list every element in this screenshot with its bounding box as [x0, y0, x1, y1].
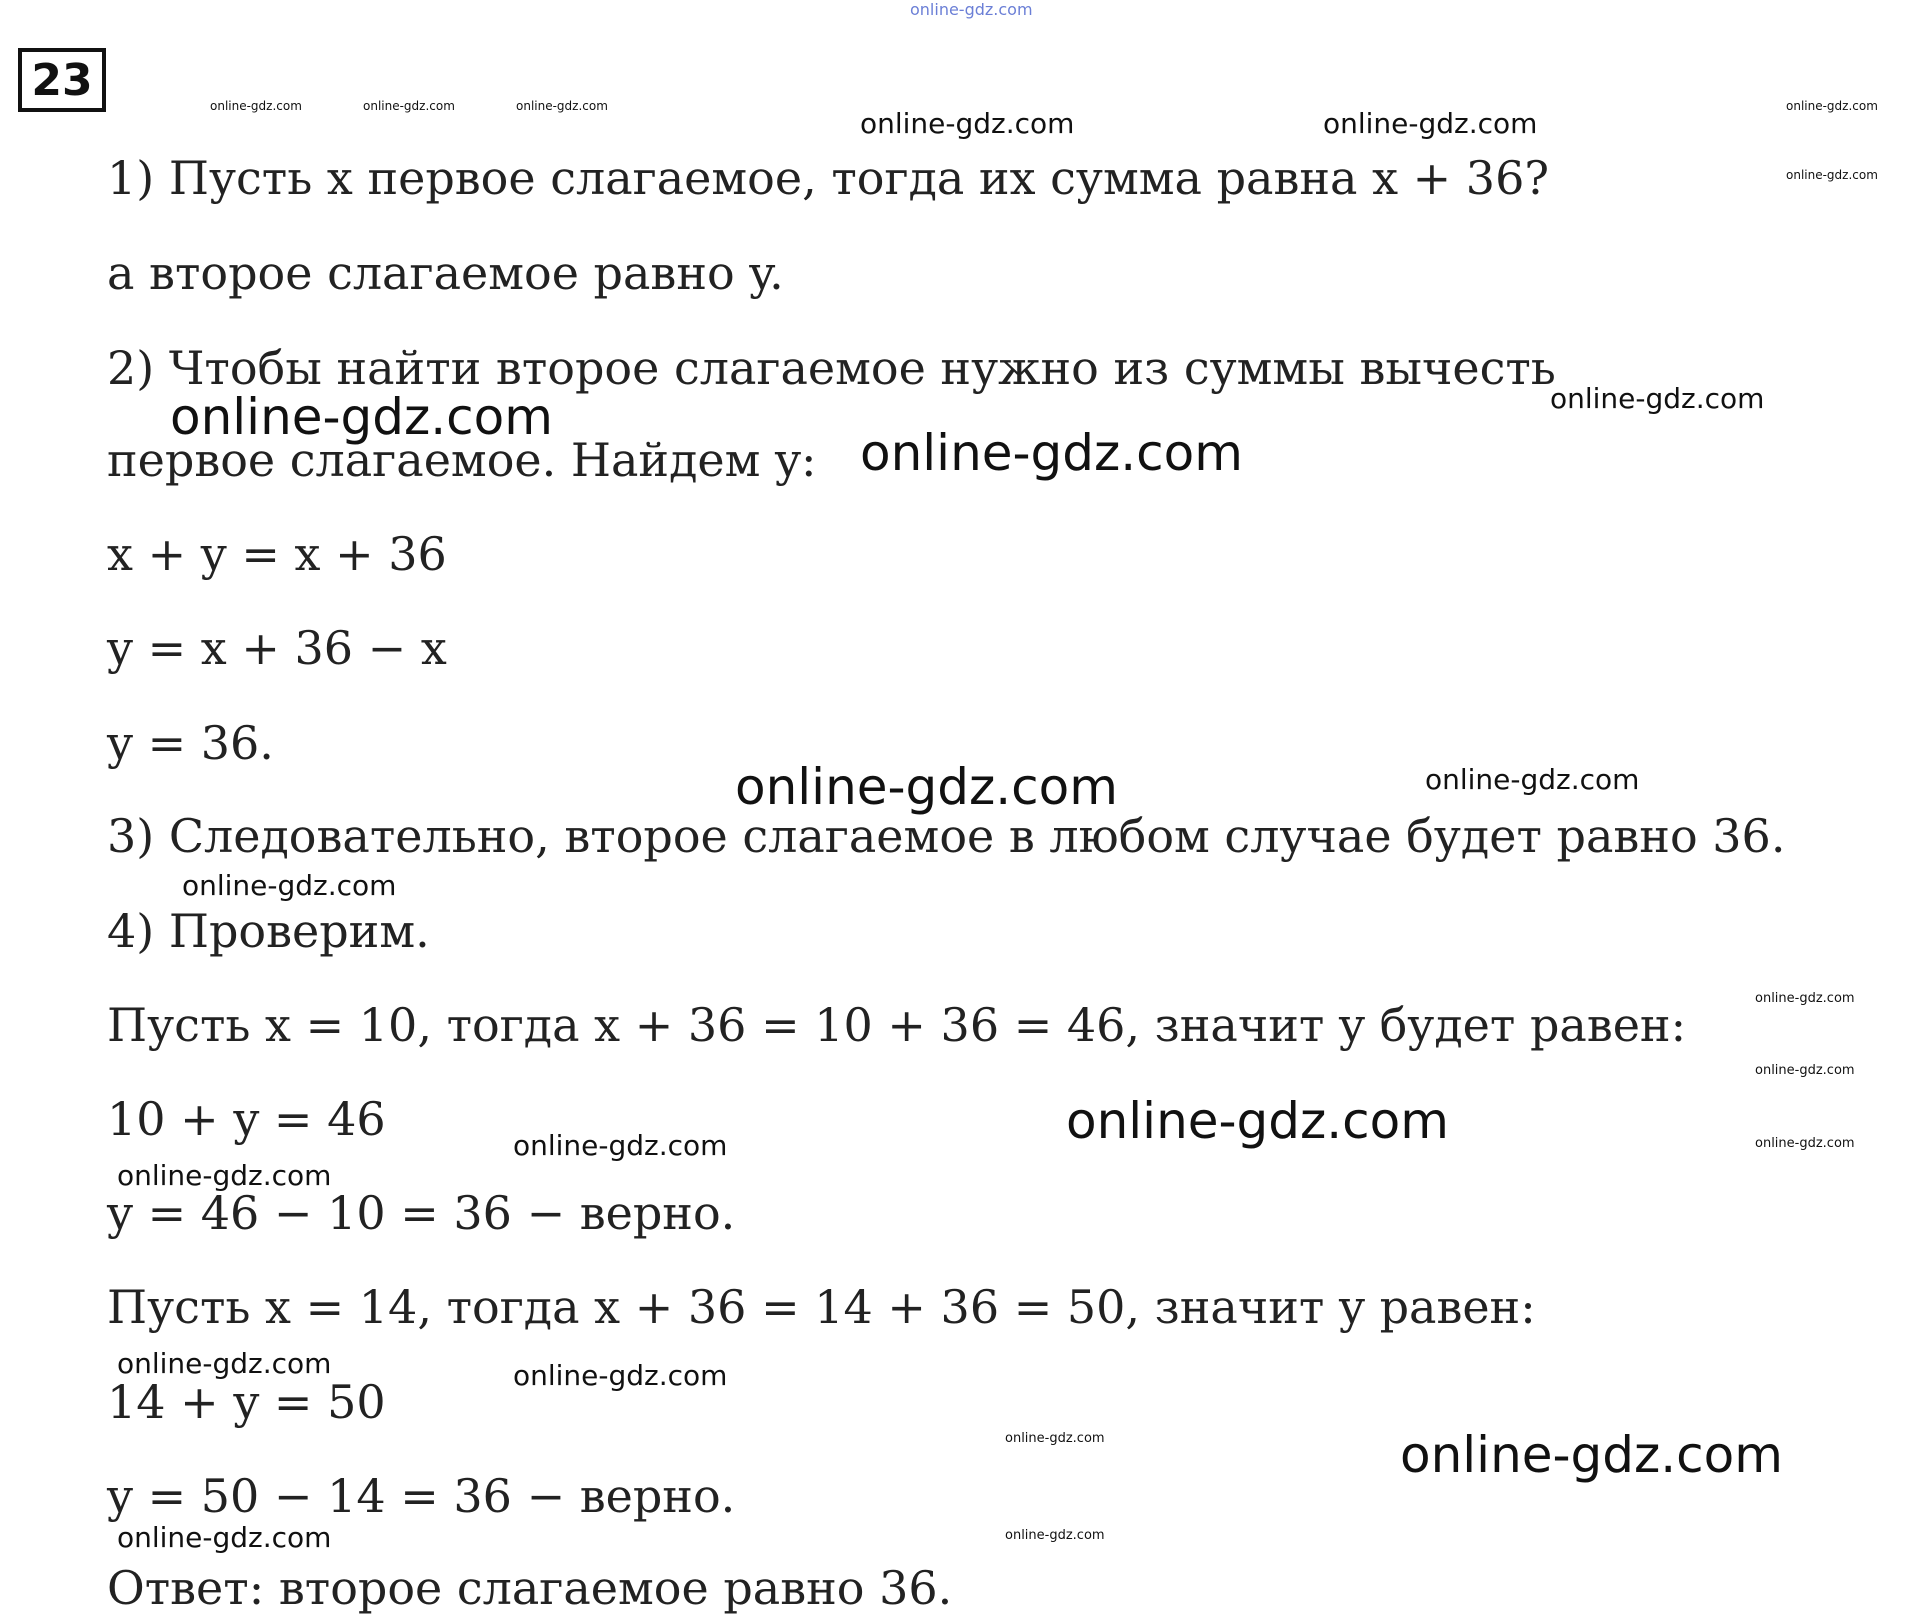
watermark: online-gdz.com [1755, 991, 1855, 1006]
watermark: online-gdz.com [170, 388, 553, 446]
watermark: online-gdz.com [182, 869, 397, 902]
check-equation-2: 14 + y = 50 [107, 1375, 386, 1429]
solution-line-4: первое слагаемое. Найдем y: [107, 433, 817, 487]
check-heading: 4) Проверим. [107, 904, 430, 958]
watermark: online-gdz.com [1755, 1136, 1855, 1151]
check-result-1: y = 46 − 10 = 36 − верно. [107, 1186, 736, 1240]
watermark: online-gdz.com [516, 99, 608, 113]
watermark: online-gdz.com [860, 107, 1075, 140]
check-case-1: Пусть x = 10, тогда x + 36 = 10 + 36 = 46, значит y будет равен: [107, 998, 1687, 1052]
watermark: online-gdz.com [117, 1521, 332, 1554]
watermark: online-gdz.com [1755, 1063, 1855, 1078]
watermark: online-gdz.com [1786, 168, 1878, 182]
equation-line-3: y = 36. [107, 716, 274, 770]
watermark: online-gdz.com [910, 0, 1033, 19]
watermark: online-gdz.com [513, 1129, 728, 1162]
solution-line-3: 2) Чтобы найти второе слагаемое нужно из суммы вычесть [107, 341, 1556, 395]
watermark: online-gdz.com [1550, 382, 1765, 415]
solution-line-1: 1) Пусть x первое слагаемое, тогда их сумма равна x + 36? [107, 151, 1549, 205]
watermark: online-gdz.com [117, 1347, 332, 1380]
check-case-2: Пусть x = 14, тогда x + 36 = 14 + 36 = 50, значит y равен: [107, 1280, 1536, 1334]
watermark: online-gdz.com [735, 758, 1118, 816]
watermark: online-gdz.com [117, 1159, 332, 1192]
solution-line-2: а второе слагаемое равно y. [107, 246, 784, 300]
watermark: online-gdz.com [363, 99, 455, 113]
watermark: online-gdz.com [860, 424, 1243, 482]
equation-line-1: x + y = x + 36 [107, 527, 447, 581]
watermark: online-gdz.com [1786, 99, 1878, 113]
equation-line-2: y = x + 36 − x [107, 621, 447, 675]
watermark: online-gdz.com [1066, 1092, 1449, 1150]
watermark: online-gdz.com [1323, 107, 1538, 140]
watermark: online-gdz.com [1425, 763, 1640, 796]
watermark: online-gdz.com [210, 99, 302, 113]
watermark: online-gdz.com [1005, 1528, 1105, 1543]
problem-number-box: 23 [18, 48, 106, 112]
watermark: online-gdz.com [1400, 1426, 1783, 1484]
watermark: online-gdz.com [1005, 1431, 1105, 1446]
conclusion-line: 3) Следовательно, второе слагаемое в любом случае будет равно 36. [107, 809, 1786, 863]
check-equation-1: 10 + y = 46 [107, 1092, 386, 1146]
check-result-2: y = 50 − 14 = 36 − верно. [107, 1469, 736, 1523]
answer-line: Ответ: второе слагаемое равно 36. [107, 1561, 953, 1615]
watermark: online-gdz.com [513, 1359, 728, 1392]
